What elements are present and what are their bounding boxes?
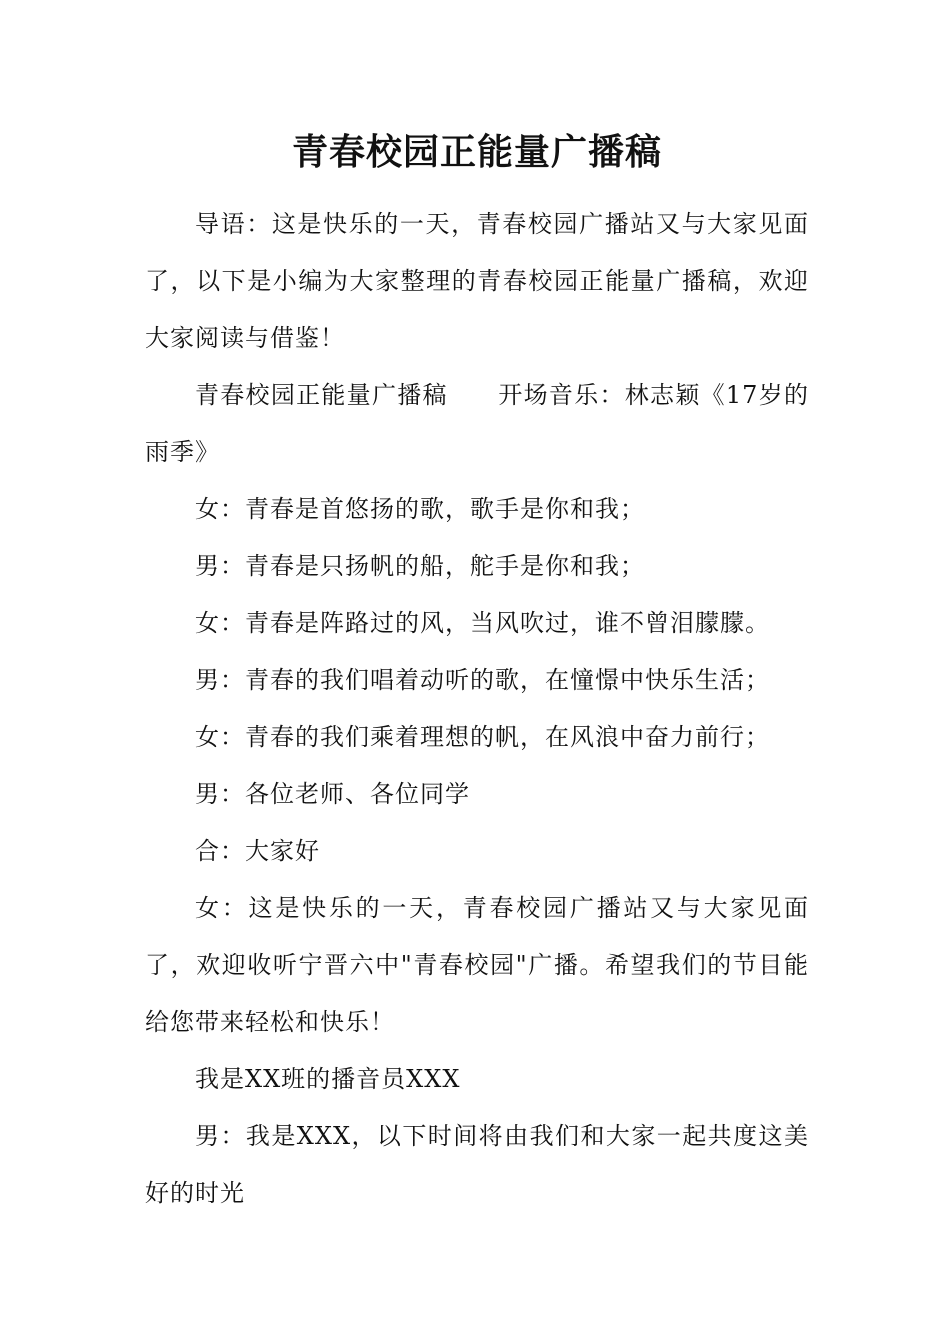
- paragraph-line-female-3: 女：青春的我们乘着理想的帆，在风浪中奋力前行；: [195, 723, 770, 751]
- paragraph-intro: 导语：这是快乐的一天，青春校园广播站又与大家见面了，以下是小编为大家整理的青春校园正能量广播稿，欢迎大家阅读与借鉴！: [145, 210, 809, 352]
- paragraph-line-male-4: 男：我是XXX，以下时间将由我们和大家一起共度这美好的时光: [145, 1122, 809, 1207]
- document-title: 青春校园正能量广播稿: [291, 131, 662, 173]
- paragraph-line-male-2: 男：青春的我们唱着动听的歌，在憧憬中快乐生活；: [195, 666, 770, 694]
- paragraph-announcer: 我是XX班的播音员XXX: [195, 1065, 461, 1093]
- paragraph-line-female-1: 女：青春是首悠扬的歌，歌手是你和我；: [195, 495, 645, 523]
- paragraph-line-female-4: 女：这是快乐的一天，青春校园广播站又与大家见面了，欢迎收听宁晋六中"青春校园"广播。希望我们的节目能给您带来轻松和快乐！: [145, 894, 809, 1036]
- document-body: [145, 196, 809, 1222]
- paragraph-line-together: 合：大家好: [195, 837, 320, 865]
- paragraph-line-male-1: 男：青春是只扬帆的船，舵手是你和我；: [195, 552, 645, 580]
- paragraph-line-male-3: 男：各位老师、各位同学: [195, 780, 470, 808]
- paragraph-line-female-2: 女：青春是阵路过的风，当风吹过，谁不曾泪朦朦。: [195, 609, 770, 637]
- paragraph-opening-music: 青春校园正能量广播稿 开场音乐：林志颖《17岁的雨季》: [145, 381, 809, 466]
